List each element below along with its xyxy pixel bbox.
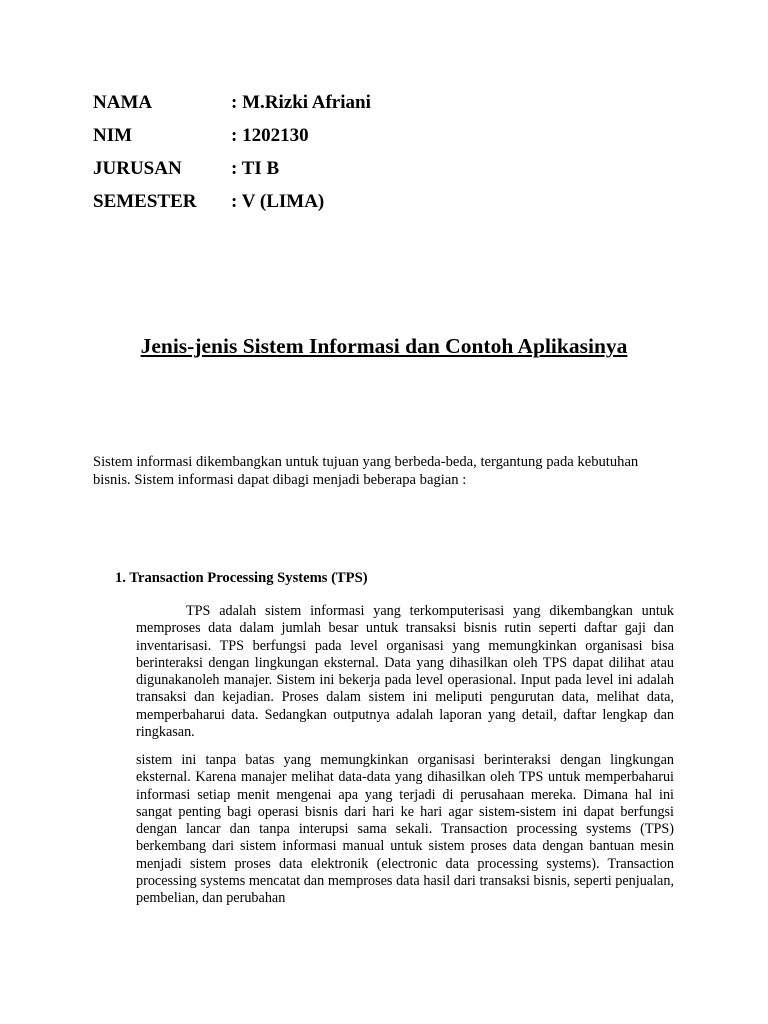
- identity-row-jurusan: [93, 152, 693, 185]
- student-identity-block: [93, 86, 693, 218]
- identity-value: : M.Rizki Afriani: [231, 91, 371, 113]
- document-title: Jenis-jenis Sistem Informasi dan Contoh Aplikasinya: [140, 334, 628, 358]
- identity-value: : 1202130: [231, 124, 309, 146]
- identity-label: SEMESTER: [93, 190, 197, 212]
- body-paragraph: sistem ini tanpa batas yang memungkinkan organisasi berinteraksi dengan lingkungan eksternal. Karena manajer melihat data-data yang dihasilkan oleh TPS untuk memperbaharui informasi setiap menit mengenai apa yang terjadi di perusahaan mereka. Dimana hal ini sangat penting bagi operasi bisnis dari hari ke hari agar sistem-sistem ini dapat berfungsi dengan lancar dan tanpa interupsi sama sekali. Transaction processing systems (TPS) berkembang dari sistem informasi manual untuk sistem proses data dengan bantuan mesin menjadi sistem proses data elektronik (electronic data processing systems). Transaction processing systems mencatat dan memproses data hasil dari transaksi bisnis, seperti penjualan, pembelian, dan perubahan: [136, 752, 674, 907]
- identity-row-name: [93, 86, 693, 119]
- identity-label: NIM: [93, 124, 133, 146]
- identity-label: NAMA: [93, 91, 153, 113]
- identity-row-semester: [93, 185, 693, 218]
- identity-value: : TI B: [231, 157, 280, 179]
- section-heading: 1. Transaction Processing Systems (TPS): [115, 570, 368, 586]
- intro-paragraph: Sistem informasi dikembangkan untuk tujuan yang berbeda-beda, tergantung pada kebutuhan bisnis. Sistem informasi dapat dibagi menjadi beberapa bagian :: [93, 454, 639, 488]
- identity-value: : V (LIMA): [231, 190, 325, 212]
- body-paragraph: TPS adalah sistem informasi yang terkomputerisasi yang dikembangkan untuk memproses data dalam jumlah besar untuk transaksi bisnis rutin seperti daftar gaji dan inventarisasi. TPS berfungsi pada level organisasi yang memungkinkan organisasi bisa berinteraksi dengan lingkungan eksternal. Data yang dihasilkan oleh TPS dapat dilihat atau digunakanoleh manajer. Sistem ini bekerja pada level operasional. Input pada level ini adalah transaksi dan kejadian. Proses dalam sistem ini meliputi pengurutan data, melihat data, memperbaharui data. Sedangkan outputnya adalah laporan yang detail, daftar lengkap dan ringkasan.: [136, 603, 674, 741]
- identity-label: JURUSAN: [93, 157, 182, 179]
- identity-row-nim: [93, 119, 693, 152]
